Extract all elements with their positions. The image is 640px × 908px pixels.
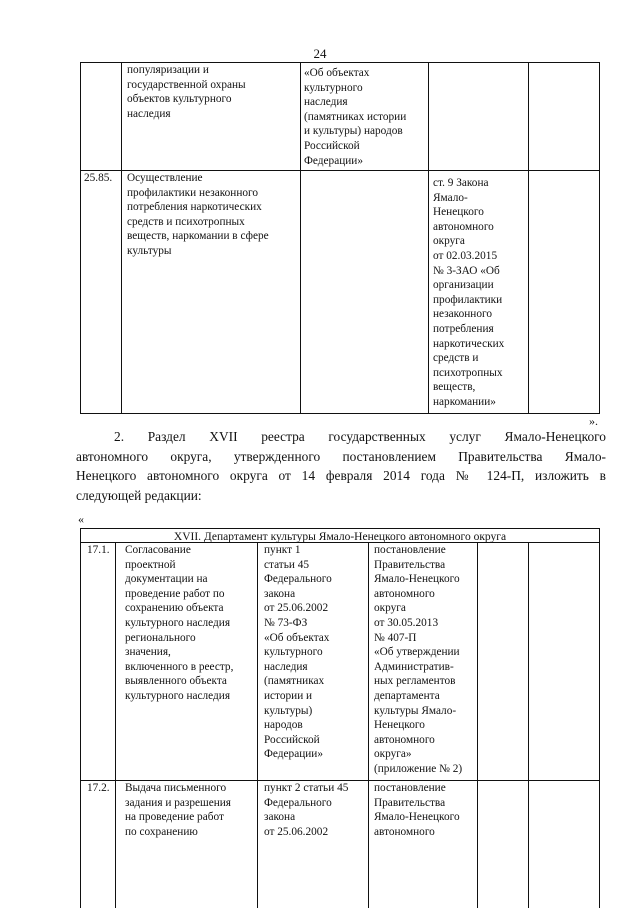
row-25-85-number: 25.85. bbox=[84, 172, 113, 184]
row-17-2-number: 17.2. bbox=[87, 782, 110, 794]
cont-row-name: популяризации и государственной охраны объектов культурного наследия bbox=[127, 64, 246, 120]
paragraph-line-4: следующей редакции: bbox=[76, 487, 202, 503]
page-number: 24 bbox=[313, 46, 327, 61]
row-17-1-basis-regional: постановление Правительства Ямало-Ненецкого автономного округа от 30.05.2013 № 407-П «Об утверждении Административ- ных регламентов департамента культуры Ямало- Ненецкого автономного округа» (приложение № 2) bbox=[374, 544, 463, 775]
row-17-2-basis-federal: пункт 2 статьи 45 Федерального закона от 25.06.2002 bbox=[264, 782, 349, 838]
row-17-2-name: Выдача письменного задания и разрешения на проведение работ по сохранению bbox=[125, 782, 232, 838]
paragraph-line-3: Ненецкого автономного округа от 14 февраля 2014 года № 124-П, изложить в bbox=[76, 468, 606, 483]
section-header: XVII. Департамент культуры Ямало-Ненецкого автономного округа bbox=[173, 531, 507, 543]
row-25-85-name: Осуществление профилактики незаконного потребления наркотических средств и психотропных веществ, наркомании в сфере культуры bbox=[127, 172, 269, 257]
opening-quote-mark: « bbox=[78, 512, 84, 526]
paragraph-line-2: автономного округа, утвержденного постановлением Правительства Ямало- bbox=[76, 448, 606, 464]
row-17-2-basis-regional: постановление Правительства Ямало-Ненецкого автономного bbox=[374, 782, 460, 838]
row-17-1-name: Согласование проектной документации на проведение работ по сохранению объекта культурного наследия регионального значения, включенного в реестр, выявленного объекта культурного наследия bbox=[125, 544, 234, 702]
row-25-85-basis-regional: ст. 9 Закона Ямало- Ненецкого автономного округа от 02.03.2015 № 3-ЗАО «Об организации профилактики незаконного потребления наркотических средств и психотропных веществ, наркомании» bbox=[433, 177, 505, 408]
cont-row-basis-federal: «Об объектах культурного наследия (памятниках истории и культуры) народов Российской Федерации» bbox=[304, 67, 407, 167]
row-17-1-basis-federal: пункт 1 статьи 45 Федерального закона от 25.06.2002 № 73-ФЗ «Об объектах культурного наследия (памятниках истории и культуры) народов Российской Федерации» bbox=[264, 544, 332, 761]
closing-quote-mark: ». bbox=[589, 414, 598, 428]
amendment-paragraph bbox=[76, 427, 606, 505]
paragraph-line-1: 2. Раздел XVII реестра государственных услуг Ямало-Ненецкого bbox=[114, 429, 606, 444]
row-17-1-number: 17.1. bbox=[87, 544, 110, 556]
